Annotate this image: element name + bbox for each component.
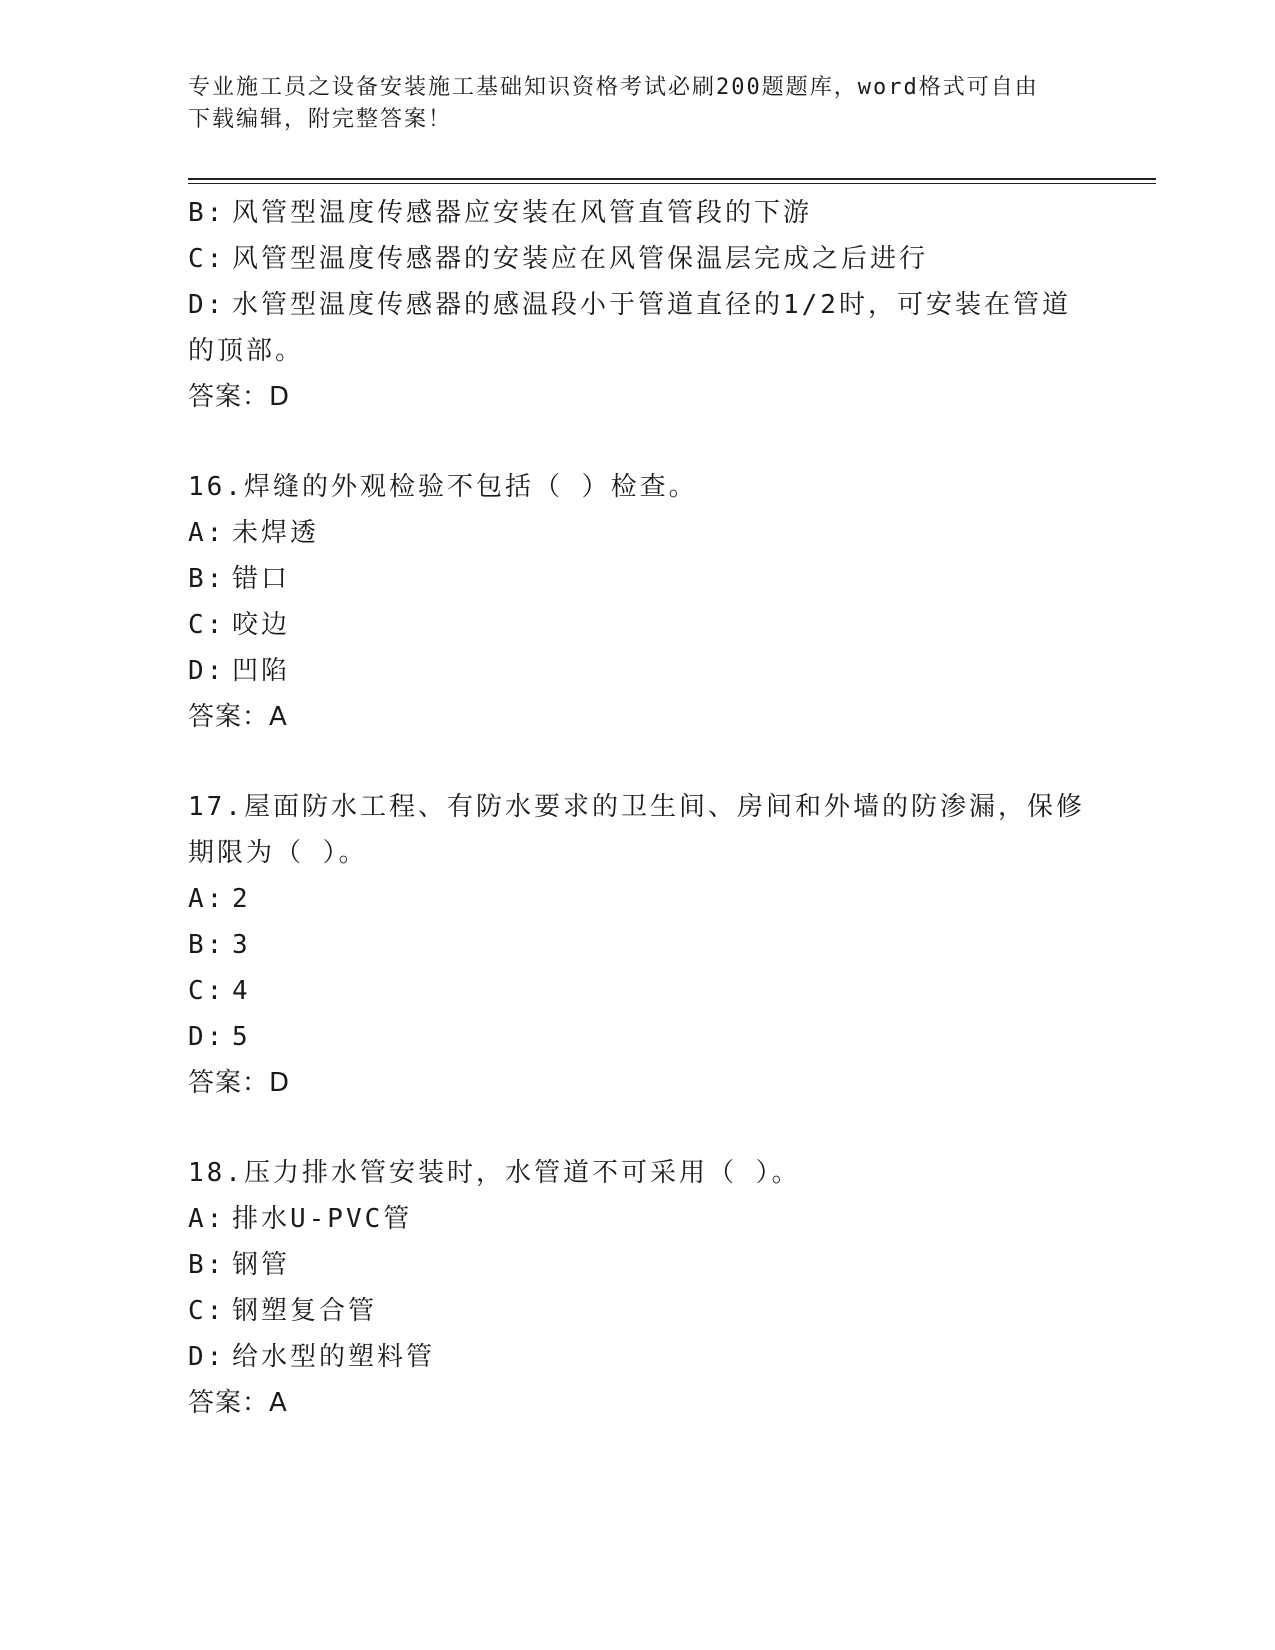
option-text: 4	[232, 976, 251, 1006]
question-18	[188, 1150, 1088, 1426]
option-text: 错口	[232, 564, 291, 594]
question-stem-continued: 期限为（ ）。	[188, 838, 368, 868]
option-d-continued: 的顶部。	[188, 336, 305, 366]
option-d	[188, 1014, 1088, 1060]
option-text: 凹陷	[232, 656, 291, 686]
question-17	[188, 784, 1088, 1106]
option-text: 5	[232, 1022, 251, 1052]
option-label: B:	[188, 564, 226, 594]
option-d	[188, 648, 1088, 694]
option-label: D:	[188, 1022, 226, 1052]
option-text: 钢塑复合管	[232, 1296, 378, 1326]
document-header	[188, 72, 1088, 136]
option-text: 排水U-PVC管	[232, 1204, 413, 1234]
option-label: B:	[188, 930, 226, 960]
option-label: A:	[188, 884, 226, 914]
option-text: 水管型温度传感器的感温段小于管道直径的1/2时，可安装在管道	[232, 290, 1071, 320]
option-label: D:	[188, 290, 226, 320]
option-text: 钢管	[232, 1250, 291, 1280]
option-label: A:	[188, 1204, 226, 1234]
option-d	[188, 282, 1088, 328]
option-b	[188, 556, 1088, 602]
option-c	[188, 236, 1088, 282]
question-stem: 16.焊缝的外观检验不包括（ ）检查。	[188, 472, 698, 502]
option-text: 2	[232, 884, 251, 914]
option-label: C:	[188, 976, 226, 1006]
option-text: 风管型温度传感器的安装应在风管保温层完成之后进行	[232, 244, 929, 274]
option-label: C:	[188, 244, 226, 274]
question-content	[188, 190, 1088, 1426]
answer: 答案：A	[188, 1388, 288, 1418]
option-label: A:	[188, 518, 226, 548]
option-a	[188, 1196, 1088, 1242]
option-a	[188, 510, 1088, 556]
option-c	[188, 968, 1088, 1014]
option-text: 风管型温度传感器应安装在风管直管段的下游	[232, 198, 813, 228]
question-stem: 17.屋面防水工程、有防水要求的卫生间、房间和外墙的防渗漏，保修	[188, 792, 1085, 822]
option-label: C:	[188, 610, 226, 640]
option-text: 未焊透	[232, 518, 320, 548]
option-b	[188, 922, 1088, 968]
header-line-2: 下载编辑，附完整答案！	[188, 107, 453, 132]
question-16	[188, 464, 1088, 740]
option-d	[188, 1334, 1088, 1380]
option-label: D:	[188, 1342, 226, 1372]
question-stem: 18.压力排水管安装时，水管道不可采用（ ）。	[188, 1158, 801, 1188]
option-label: B:	[188, 1250, 226, 1280]
option-b	[188, 1242, 1088, 1288]
option-text: 3	[232, 930, 251, 960]
option-text: 给水型的塑料管	[232, 1342, 436, 1372]
option-text: 咬边	[232, 610, 291, 640]
option-c	[188, 602, 1088, 648]
answer: 答案：A	[188, 702, 288, 732]
answer: 答案：D	[188, 382, 291, 412]
answer: 答案：D	[188, 1068, 291, 1098]
option-b	[188, 190, 1088, 236]
question-15-continued	[188, 190, 1088, 420]
header-divider-thin	[188, 183, 1156, 184]
option-a	[188, 876, 1088, 922]
header-line-1: 专业施工员之设备安装施工基础知识资格考试必刷200题题库，word格式可自由	[188, 75, 1039, 100]
option-label: C:	[188, 1296, 226, 1326]
option-c	[188, 1288, 1088, 1334]
option-label: D:	[188, 656, 226, 686]
option-label: B:	[188, 198, 226, 228]
header-divider-thick	[188, 178, 1156, 180]
